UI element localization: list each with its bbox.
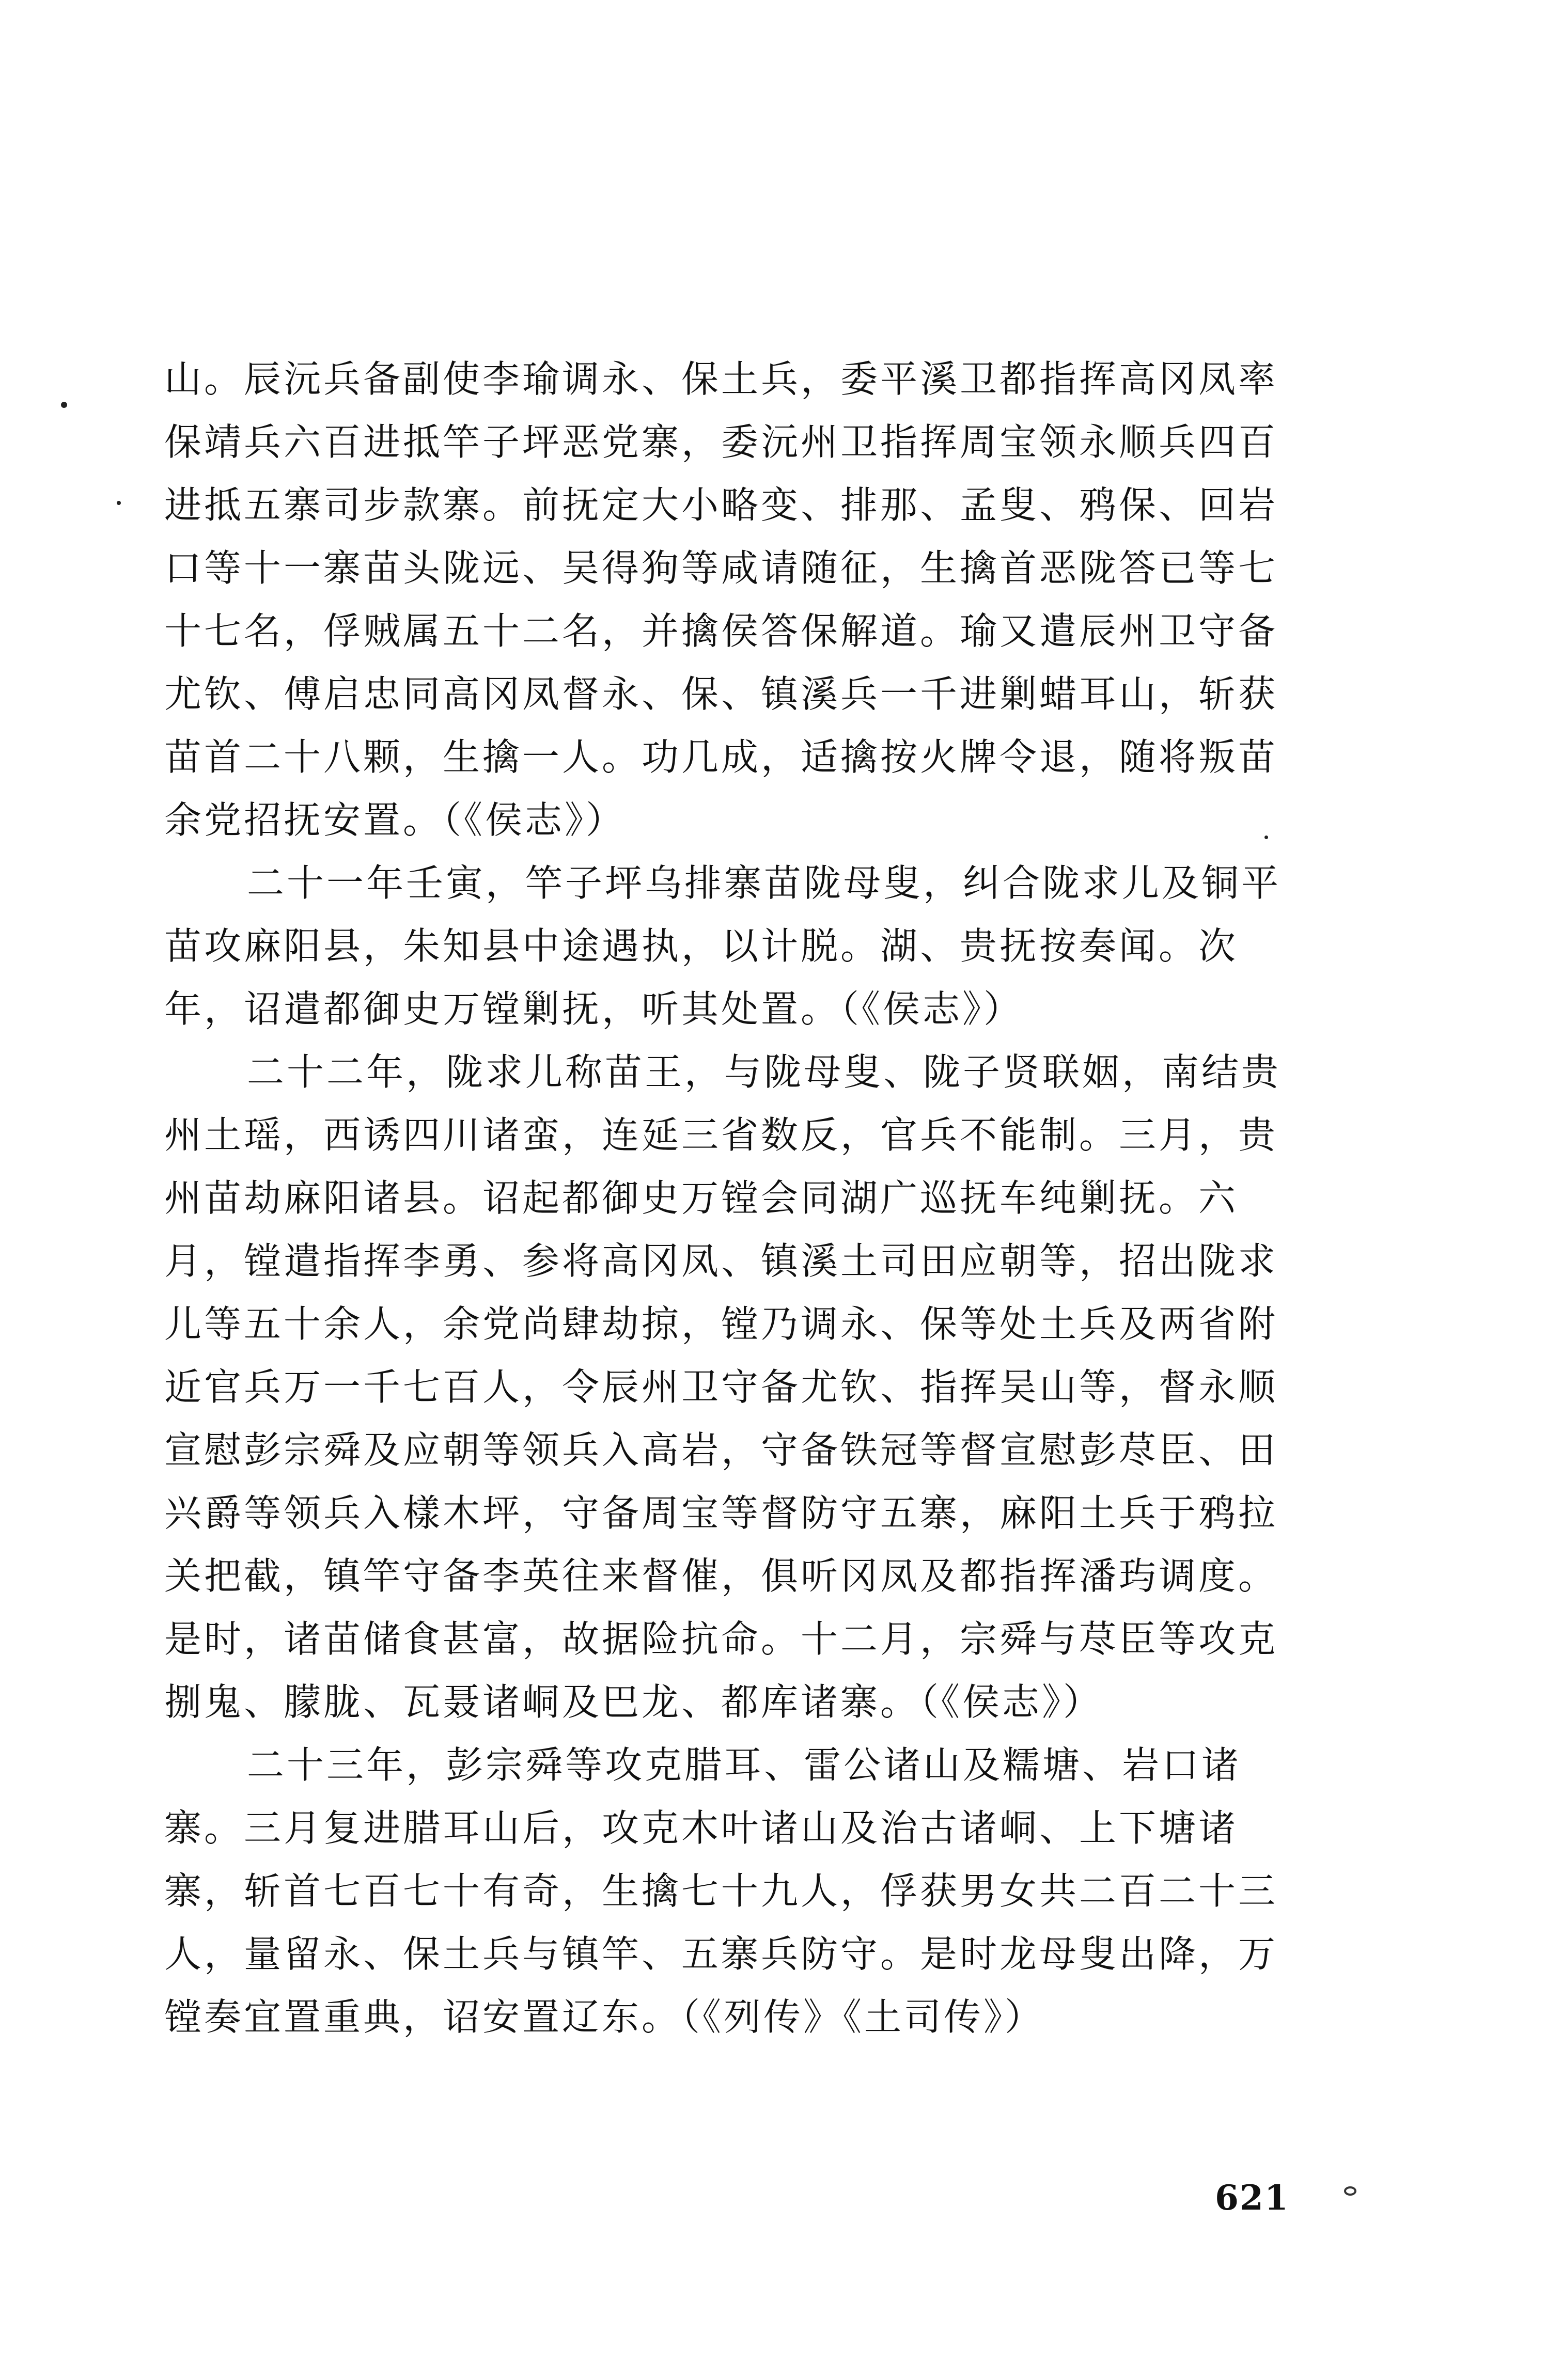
- text-line: 进抵五寨司步款寨。前抚定大小略变、排那、孟叟、鸦保、回岩: [164, 483, 1278, 527]
- paragraph-start-line: 二十三年，彭宗舜等攻克腊耳、雷公诸山及糯塘、岩口诸: [247, 1743, 1242, 1787]
- paragraph-start-line: 二十一年壬寅，竿子坪乌排寨苗陇母叟，纠合陇求儿及铜平: [247, 861, 1282, 905]
- text-line: 寨。三月复进腊耳山后，攻克木叶诸山及治古诸峒、上下塘诸: [164, 1806, 1239, 1850]
- text-line: 近官兵万一千七百人，令辰州卫守备尤钦、指挥吴山等，督永顺: [164, 1365, 1278, 1409]
- text-line: 关把截，镇竿守备李英往来督催，俱听冈凤及都指挥潘玙调度。: [164, 1554, 1278, 1598]
- scan-speck: [1264, 836, 1268, 839]
- text-line: 十七名，俘贼属五十二名，并擒侯答保解道。瑜又遣辰州卫守备: [164, 609, 1278, 653]
- text-line: 苗攻麻阳县，朱知县中途遇执，以计脱。湖、贵抚按奏闻。次: [164, 924, 1239, 968]
- text-line: 镗奏宜置重典，诏安置辽东。（《列传》《土司传》）: [164, 1995, 1045, 2039]
- text-line: 州土瑶，西诱四川诸蛮，连延三省数反，官兵不能制。三月，贵: [164, 1113, 1278, 1157]
- text-line: 人，量留永、保土兵与镇竿、五寨兵防守。是时龙母叟出降，万: [164, 1932, 1278, 1976]
- text-line: 年，诏遣都御史万镗剿抚，听其处置。（《侯志》）: [164, 987, 1024, 1031]
- paragraph-start-line: 二十二年，陇求儿称苗王，与陇母叟、陇子贤联姻，南结贵: [247, 1050, 1282, 1094]
- text-line: 尤钦、傅启忠同高冈凤督永、保、镇溪兵一千进剿蜡耳山，斩获: [164, 672, 1278, 716]
- text-line: 捌鬼、朦胧、瓦聂诸峒及巴龙、都库诸寨。（《侯志》）: [164, 1680, 1103, 1724]
- text-line: 是时，诸苗储食甚富，故据险抗命。十二月，宗舜与荩臣等攻克: [164, 1617, 1278, 1661]
- text-line: 余党招抚安置。（《侯志》）: [164, 798, 626, 842]
- text-line: 山。辰沅兵备副使李瑜调永、保土兵，委平溪卫都指挥高冈凤率: [164, 357, 1278, 401]
- scan-speck: [117, 501, 121, 505]
- scan-mark: [1344, 2186, 1356, 2196]
- text-line: 口等十一寨苗头陇远、吴得狗等咸请随征，生擒首恶陇答已等七: [164, 546, 1278, 590]
- text-line: 寨，斩首七百七十有奇，生擒七十九人，俘获男女共二百二十三: [164, 1869, 1278, 1913]
- text-line: 兴爵等领兵入樣木坪，守备周宝等督防守五寨，麻阳土兵于鸦拉: [164, 1491, 1278, 1535]
- text-line: 儿等五十余人，余党尚肆劫掠，镗乃调永、保等处土兵及两省附: [164, 1302, 1278, 1346]
- text-line: 保靖兵六百进抵竿子坪恶党寨，委沅州卫指挥周宝领永顺兵四百: [164, 420, 1278, 464]
- text-line: 月，镗遣指挥李勇、参将高冈凤、镇溪土司田应朝等，招出陇求: [164, 1239, 1278, 1283]
- text-line: 宣慰彭宗舜及应朝等领兵入高岩，守备铁冠等督宣慰彭荩臣、田: [164, 1428, 1278, 1472]
- page-number: 621: [1215, 2178, 1289, 2218]
- scan-speck: [61, 402, 67, 408]
- text-line: 苗首二十八颗，生擒一人。功几成，适擒按火牌令退，随将叛苗: [164, 735, 1278, 779]
- text-line: 州苗劫麻阳诸县。诏起都御史万镗会同湖广巡抚车纯剿抚。六: [164, 1176, 1239, 1220]
